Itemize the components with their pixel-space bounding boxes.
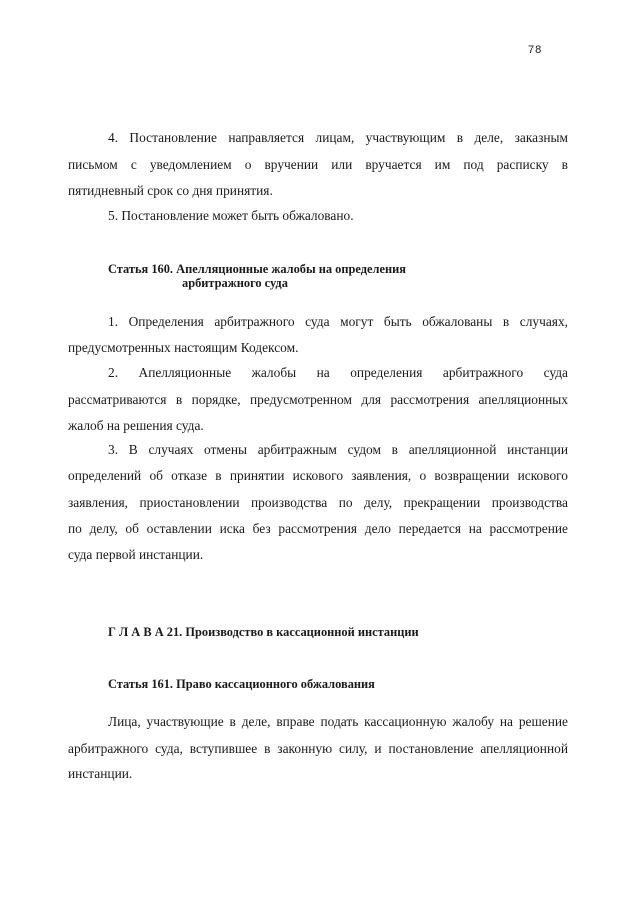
paragraph-4-line-2: письмом с уведомлением о вручении или вручается им под расписку в — [68, 157, 568, 172]
article-160-p2-line-3: жалоб на решения суда. — [68, 418, 204, 433]
article-160-p3-line-2: определений об отказе в принятии искового заявления, о возвращении искового — [68, 468, 568, 483]
article-160-p2-line-2: рассматриваются в порядке, предусмотренном для рассмотрения апелляционных — [68, 392, 568, 407]
article-160-p1-line-2: предусмотренных настоящим Кодексом. — [68, 340, 299, 355]
article-160-p3-line-1: 3. В случаях отмены арбитражным судом в апелляционной инстанции — [108, 442, 568, 457]
article-160-p3-line-4: по делу, об оставлении иска без рассмотрения дело передается на рассмотрение — [68, 521, 568, 536]
article-160-p3-line-3: заявления, приостановлении производства по делу, прекращении производства — [68, 495, 568, 510]
paragraph-5: 5. Постановление может быть обжаловано. — [108, 208, 354, 223]
article-160-heading-cont: арбитражного суда — [182, 276, 288, 290]
article-160-p1-line-1: 1. Определения арбитражного суда могут быть обжалованы в случаях, — [108, 314, 568, 329]
article-161-p1-line-1: Лица, участвующие в деле, вправе подать кассационную жалобу на решение — [108, 714, 568, 729]
article-160-heading: Статья 160. Апелляционные жалобы на определения — [108, 262, 406, 276]
article-160-p3-line-5: суда первой инстанции. — [68, 547, 204, 562]
paragraph-4-line-1: 4. Постановление направляется лицам, участвующим в деле, заказным — [108, 130, 568, 145]
page-number: 78 — [528, 44, 543, 56]
article-160-p2-line-1: 2. Апелляционные жалобы на определения арбитражного суда — [108, 365, 568, 380]
article-161-heading: Статья 161. Право кассационного обжалования — [108, 677, 375, 691]
chapter-21-heading: Г Л А В А 21. Производство в кассационной инстанции — [108, 625, 419, 639]
article-161-p1-line-2: арбитражного суда, вступившее в законную силу, и постановление апелляционной — [68, 741, 568, 756]
paragraph-4-line-3: пятидневный срок со дня принятия. — [68, 183, 273, 198]
article-161-p1-line-3: инстанции. — [68, 766, 133, 781]
